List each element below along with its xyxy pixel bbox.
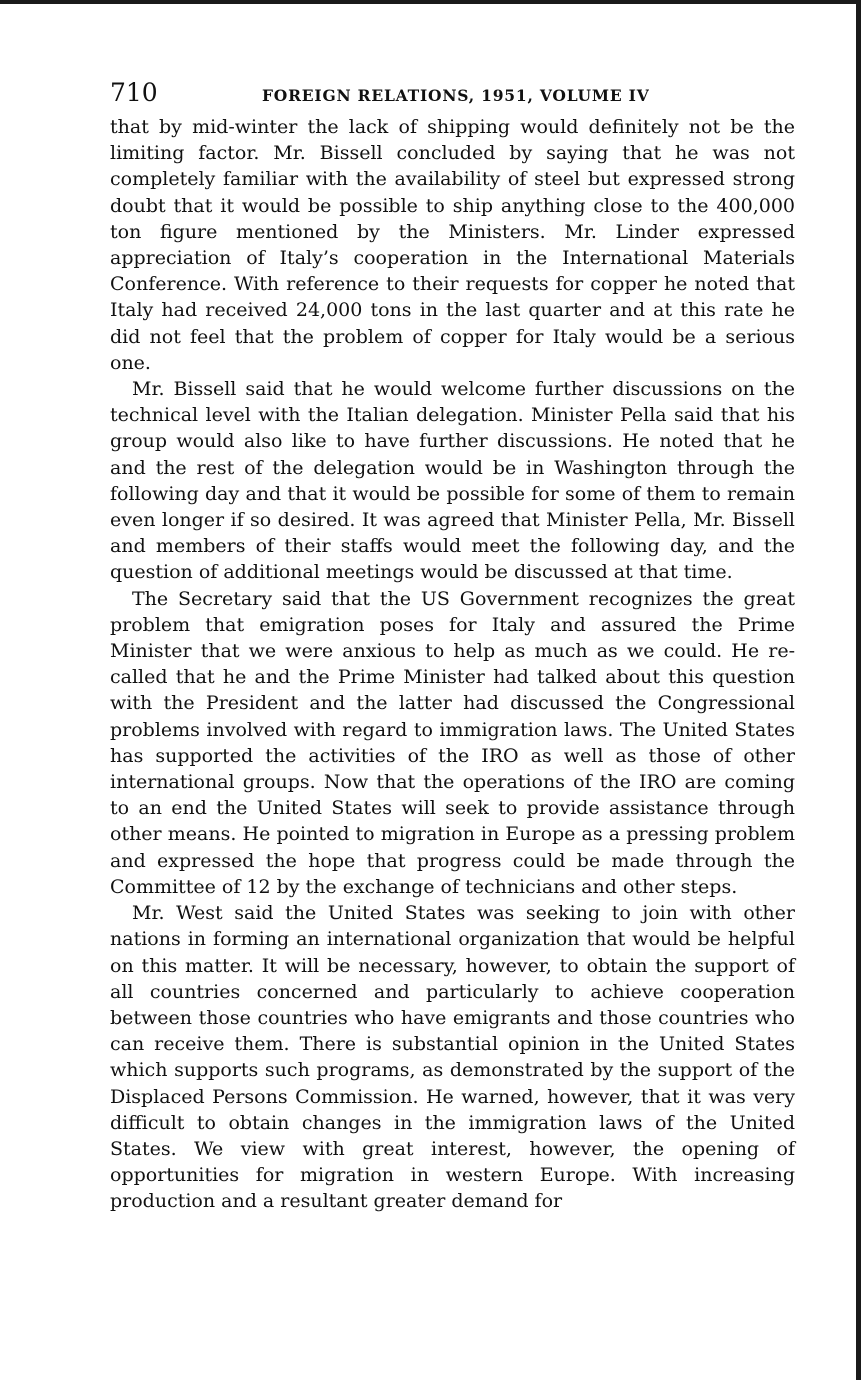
paragraph-west-organization: Mr. West said the United States was seeking to join with other nations in forming an international organization that would be helpful on this matter. It will be necessary, however, to obtain the support of all countries concerned and particularly to achieve cooperation between those countries who have emigrants and those countries who can receive them. There is substantial opinion in the United States which supports such programs, as demonstrated by the support of the Displaced Persons Commission. He warned, however, that it was very difficult to obtain changes in the immigration laws of the United States. We view with great interest, however, the opening of opportunities for migration in western Europe. With increasing production and a resultant greater demand for: [110, 902, 795, 1213]
paragraph-continued: that by mid-winter the lack of shipping would definitely not be the limiting factor. Mr. Bissell concluded by saying that he was not completely familiar with the availability of steel but expressed strong doubt that it would be possible to ship anything close to the 400,000 ton figure mentioned by the Ministers. Mr. Linder expressed appreciation of Italy’s cooperation in the International Materials Conference. With reference to their requests for copper he noted that Italy had received 24,000 tons in the last quarter and at this rate he did not feel that the problem of copper for Italy would be a serious one.: [110, 116, 795, 374]
document-page: [110, 74, 795, 1215]
paragraph-bissell-discussions: Mr. Bissell said that he would welcome further discussions on the technical level with the Italian delegation. Minister Pella said that his group would also like to have further discussions. He noted that he and the rest of the delegation would be in Washington through the following day and that it would be possible for some of them to remain even longer if so desired. It was agreed that Minister Pella, Mr. Bissell and members of their staffs would meet the following day, and the question of additional meetings would be discussed at that time.: [110, 378, 795, 584]
scan-edge-top: [0, 0, 861, 4]
running-title: FOREIGN RELATIONS, 1951, VOLUME IV: [262, 86, 650, 105]
running-head: [110, 74, 795, 114]
scan-edge-right: [856, 0, 861, 1380]
page-number: 710: [110, 78, 158, 107]
paragraph-secretary-emigration: The Secretary said that the US Government recognizes the great problem that emigration poses for Italy and assured the Prime Minister that we were anxious to help as much as we could. He recalled that he and the Prime Minister had talked about this question with the President and the latter had discussed the Congressional problems involved with regard to immigration laws. The United States has supported the activities of the IRO as well as those of other international groups. Now that the operations of the IRO are coming to an end the United States will seek to provide assistance through other means. He pointed to migration in Europe as a pressing problem and expressed the hope that progress could be made through the Committee of 12 by the exchange of technicians and other steps.: [110, 587, 795, 898]
